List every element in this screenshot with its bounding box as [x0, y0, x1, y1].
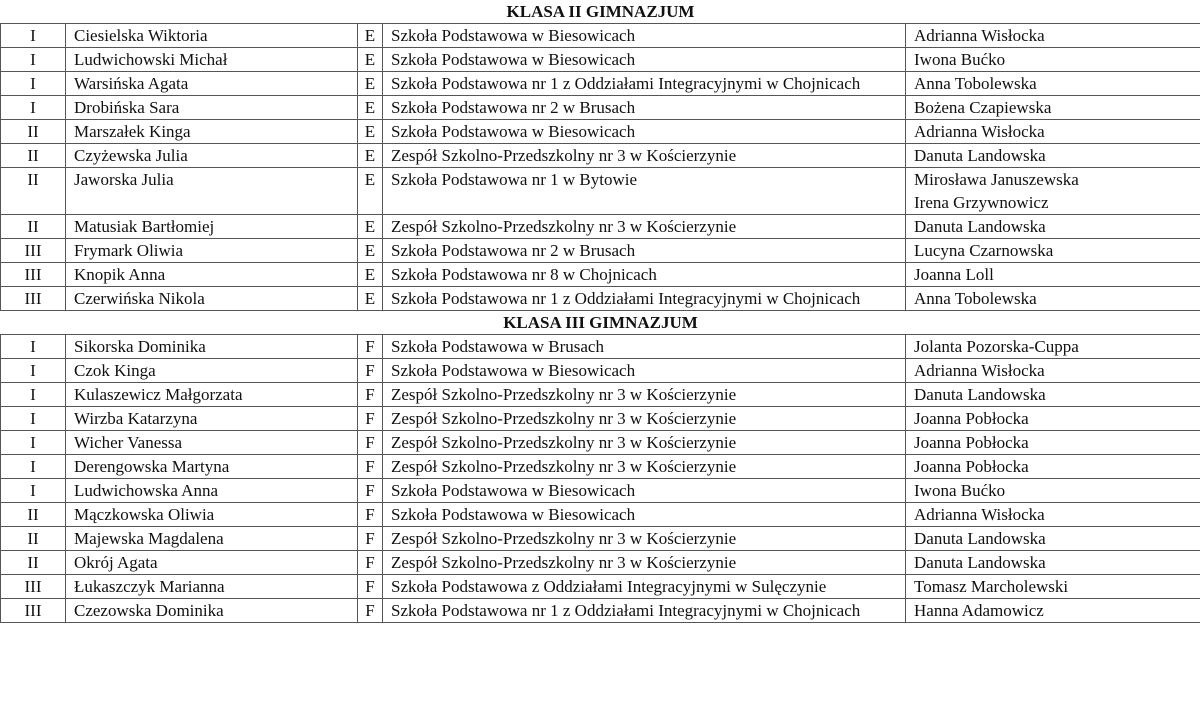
place-cell: III — [1, 575, 66, 599]
student-name-cell: Matusiak Bartłomiej — [66, 215, 358, 239]
student-name-cell: Derengowska Martyna — [66, 455, 358, 479]
table-row — [1, 48, 1200, 72]
student-name-cell: Czezowska Dominika — [66, 599, 358, 623]
teacher-cell — [906, 144, 1200, 168]
section-title: KLASA II GIMNAZJUM — [1, 0, 1200, 24]
teacher-name: Iwona Bućko — [914, 481, 1006, 500]
teacher-cell — [906, 48, 1200, 72]
teacher-name: Adrianna Wisłocka — [914, 505, 1045, 524]
teacher-cell — [906, 96, 1200, 120]
school-cell: Szkoła Podstawowa nr 2 w Brusach — [383, 96, 906, 120]
school-cell: Szkoła Podstawowa nr 1 w Bytowie — [383, 168, 906, 215]
table-row — [1, 383, 1200, 407]
student-name-cell: Sikorska Dominika — [66, 335, 358, 359]
teacher-cell — [906, 168, 1200, 215]
place-cell: III — [1, 287, 66, 311]
table-row — [1, 239, 1200, 263]
table-row — [1, 96, 1200, 120]
school-cell: Zespół Szkolno-Przedszkolny nr 3 w Kościerzynie — [383, 407, 906, 431]
student-name-cell: Czyżewska Julia — [66, 144, 358, 168]
school-cell: Zespół Szkolno-Przedszkolny nr 3 w Kościerzynie — [383, 551, 906, 575]
teacher-cell — [906, 287, 1200, 311]
school-cell: Szkoła Podstawowa nr 2 w Brusach — [383, 239, 906, 263]
category-cell: E — [358, 263, 383, 287]
student-name-cell: Knopik Anna — [66, 263, 358, 287]
school-cell: Szkoła Podstawowa w Biesowicach — [383, 24, 906, 48]
category-cell: F — [358, 335, 383, 359]
school-cell: Szkoła Podstawowa w Biesowicach — [383, 48, 906, 72]
student-name-cell: Drobińska Sara — [66, 96, 358, 120]
table-row — [1, 168, 1200, 215]
place-cell: II — [1, 144, 66, 168]
category-cell: F — [358, 359, 383, 383]
teacher-name: Danuta Landowska — [914, 217, 1046, 236]
results-table-body — [1, 0, 1200, 623]
teacher-name: Danuta Landowska — [914, 529, 1046, 548]
category-cell: E — [358, 144, 383, 168]
school-cell: Zespół Szkolno-Przedszkolny nr 3 w Kościerzynie — [383, 527, 906, 551]
category-cell: F — [358, 551, 383, 575]
place-cell: I — [1, 96, 66, 120]
table-row — [1, 335, 1200, 359]
category-cell: E — [358, 287, 383, 311]
teacher-name: Lucyna Czarnowska — [914, 241, 1054, 260]
category-cell: E — [358, 239, 383, 263]
teacher-cell — [906, 335, 1200, 359]
student-name-cell: Wirzba Katarzyna — [66, 407, 358, 431]
teacher-cell — [906, 455, 1200, 479]
place-cell: I — [1, 479, 66, 503]
school-cell: Zespół Szkolno-Przedszkolny nr 3 w Kościerzynie — [383, 144, 906, 168]
student-name-cell: Marszałek Kinga — [66, 120, 358, 144]
student-name-cell: Ciesielska Wiktoria — [66, 24, 358, 48]
teacher-cell — [906, 575, 1200, 599]
category-cell: F — [358, 479, 383, 503]
student-name-cell: Kulaszewicz Małgorzata — [66, 383, 358, 407]
table-row — [1, 215, 1200, 239]
student-name-cell: Frymark Oliwia — [66, 239, 358, 263]
teacher-name: Tomasz Marcholewski — [914, 577, 1069, 596]
student-name-cell: Łukaszczyk Marianna — [66, 575, 358, 599]
place-cell: I — [1, 48, 66, 72]
teacher-name: Jolanta Pozorska-Cuppa — [914, 337, 1079, 356]
place-cell: I — [1, 383, 66, 407]
table-row — [1, 599, 1200, 623]
table-row — [1, 144, 1200, 168]
table-row — [1, 407, 1200, 431]
place-cell: II — [1, 551, 66, 575]
table-row — [1, 24, 1200, 48]
category-cell: F — [358, 503, 383, 527]
category-cell: F — [358, 599, 383, 623]
school-cell: Zespół Szkolno-Przedszkolny nr 3 w Kościerzynie — [383, 215, 906, 239]
place-cell: III — [1, 239, 66, 263]
category-cell: F — [358, 407, 383, 431]
table-row — [1, 479, 1200, 503]
place-cell: II — [1, 215, 66, 239]
teacher-name: Joanna Pobłocka — [914, 409, 1029, 428]
school-cell: Szkoła Podstawowa w Biesowicach — [383, 479, 906, 503]
teacher-cell — [906, 407, 1200, 431]
table-row — [1, 575, 1200, 599]
teacher-cell — [906, 263, 1200, 287]
teacher-name: Danuta Landowska — [914, 146, 1046, 165]
student-name-cell: Okrój Agata — [66, 551, 358, 575]
teacher-name: Hanna Adamowicz — [914, 601, 1044, 620]
section-title: KLASA III GIMNAZJUM — [1, 311, 1200, 335]
category-cell: F — [358, 431, 383, 455]
teacher-cell — [906, 599, 1200, 623]
table-row — [1, 287, 1200, 311]
school-cell: Szkoła Podstawowa w Biesowicach — [383, 359, 906, 383]
place-cell: II — [1, 120, 66, 144]
place-cell: III — [1, 599, 66, 623]
teacher-cell — [906, 72, 1200, 96]
place-cell: II — [1, 527, 66, 551]
place-cell: II — [1, 168, 66, 215]
teacher-cell — [906, 479, 1200, 503]
table-row — [1, 72, 1200, 96]
teacher-name: Irena Grzywnowicz — [914, 193, 1049, 212]
teacher-name: Anna Tobolewska — [914, 74, 1037, 93]
table-row — [1, 527, 1200, 551]
teacher-cell — [906, 24, 1200, 48]
teacher-name: Joanna Pobłocka — [914, 433, 1029, 452]
teacher-cell — [906, 359, 1200, 383]
student-name-cell: Czok Kinga — [66, 359, 358, 383]
place-cell: III — [1, 263, 66, 287]
table-row — [1, 503, 1200, 527]
place-cell: I — [1, 431, 66, 455]
student-name-cell: Wicher Vanessa — [66, 431, 358, 455]
teacher-cell — [906, 215, 1200, 239]
teacher-name: Joanna Loll — [914, 265, 994, 284]
section-header-row — [1, 0, 1200, 24]
teacher-name: Iwona Bućko — [914, 50, 1006, 69]
place-cell: I — [1, 359, 66, 383]
category-cell: E — [358, 215, 383, 239]
place-cell: I — [1, 72, 66, 96]
category-cell: F — [358, 383, 383, 407]
place-cell: I — [1, 455, 66, 479]
category-cell: E — [358, 96, 383, 120]
teacher-name: Adrianna Wisłocka — [914, 26, 1045, 45]
school-cell: Szkoła Podstawowa w Brusach — [383, 335, 906, 359]
category-cell: E — [358, 48, 383, 72]
place-cell: I — [1, 335, 66, 359]
section-header-row — [1, 311, 1200, 335]
teacher-name: Mirosława Januszewska — [914, 170, 1079, 189]
school-cell: Zespół Szkolno-Przedszkolny nr 3 w Kościerzynie — [383, 383, 906, 407]
teacher-name: Adrianna Wisłocka — [914, 122, 1045, 141]
category-cell: E — [358, 168, 383, 215]
teacher-cell — [906, 551, 1200, 575]
school-cell: Zespół Szkolno-Przedszkolny nr 3 w Kościerzynie — [383, 431, 906, 455]
student-name-cell: Mączkowska Oliwia — [66, 503, 358, 527]
category-cell: F — [358, 455, 383, 479]
place-cell: I — [1, 24, 66, 48]
teacher-cell — [906, 120, 1200, 144]
teacher-cell — [906, 527, 1200, 551]
school-cell: Szkoła Podstawowa z Oddziałami Integracyjnymi w Sulęczynie — [383, 575, 906, 599]
student-name-cell: Ludwichowska Anna — [66, 479, 358, 503]
teacher-cell — [906, 239, 1200, 263]
teacher-cell — [906, 503, 1200, 527]
student-name-cell: Warsińska Agata — [66, 72, 358, 96]
school-cell: Szkoła Podstawowa nr 1 z Oddziałami Integracyjnymi w Chojnicach — [383, 287, 906, 311]
category-cell: E — [358, 72, 383, 96]
teacher-cell — [906, 383, 1200, 407]
teacher-name: Anna Tobolewska — [914, 289, 1037, 308]
table-row — [1, 120, 1200, 144]
category-cell: E — [358, 24, 383, 48]
place-cell: I — [1, 407, 66, 431]
category-cell: E — [358, 120, 383, 144]
teacher-name: Danuta Landowska — [914, 385, 1046, 404]
teacher-name: Joanna Pobłocka — [914, 457, 1029, 476]
table-row — [1, 431, 1200, 455]
table-row — [1, 263, 1200, 287]
student-name-cell: Jaworska Julia — [66, 168, 358, 215]
teacher-name: Adrianna Wisłocka — [914, 361, 1045, 380]
category-cell: F — [358, 575, 383, 599]
teacher-name: Bożena Czapiewska — [914, 98, 1052, 117]
teacher-cell — [906, 431, 1200, 455]
school-cell: Szkoła Podstawowa nr 1 z Oddziałami Integracyjnymi w Chojnicach — [383, 599, 906, 623]
student-name-cell: Ludwichowski Michał — [66, 48, 358, 72]
table-row — [1, 551, 1200, 575]
school-cell: Szkoła Podstawowa w Biesowicach — [383, 120, 906, 144]
teacher-name: Danuta Landowska — [914, 553, 1046, 572]
student-name-cell: Majewska Magdalena — [66, 527, 358, 551]
school-cell: Szkoła Podstawowa w Biesowicach — [383, 503, 906, 527]
table-row — [1, 455, 1200, 479]
school-cell: Szkoła Podstawowa nr 1 z Oddziałami Integracyjnymi w Chojnicach — [383, 72, 906, 96]
school-cell: Zespół Szkolno-Przedszkolny nr 3 w Kościerzynie — [383, 455, 906, 479]
student-name-cell: Czerwińska Nikola — [66, 287, 358, 311]
category-cell: F — [358, 527, 383, 551]
table-row — [1, 359, 1200, 383]
place-cell: II — [1, 503, 66, 527]
school-cell: Szkoła Podstawowa nr 8 w Chojnicach — [383, 263, 906, 287]
